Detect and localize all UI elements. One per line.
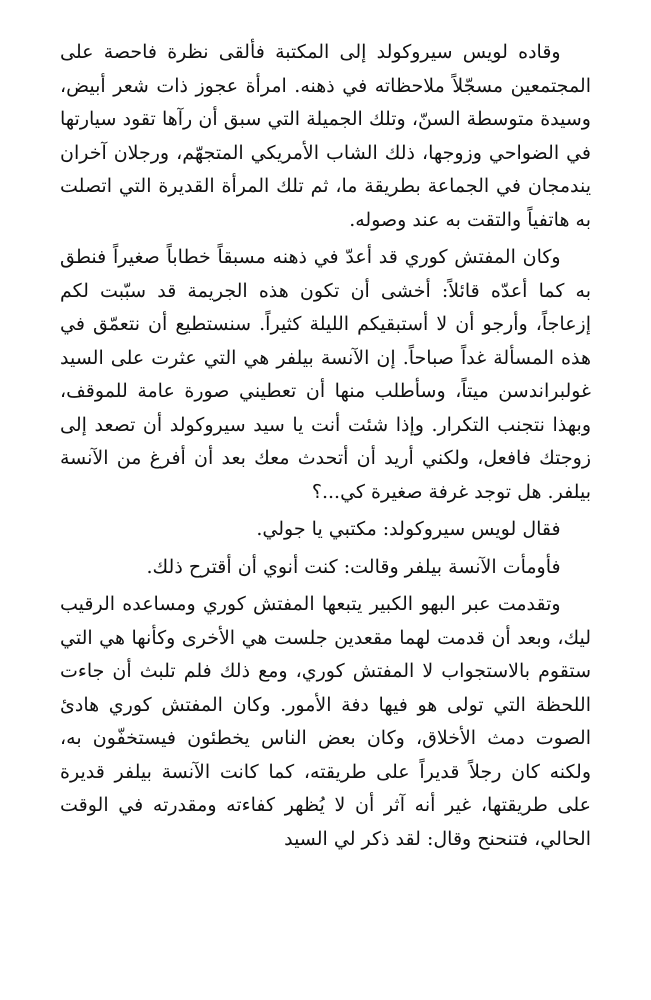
paragraph-1: وقاده لويس سيروكولد إلى المكتبة فألقى نظرة فاحصة على المجتمعين مسجّلاً ملاحظاته في ذهنه. امرأة عجوز ذات شعر أبيض، وسيدة متوسطة السنّ، وتلك الجميلة التي سبق أن رآها تقود سيارتها في الضواحي وزوجها، ذلك الشاب الأمريكي المتجهّم، ورجلان آخران يندمجان في الجماعة بطريقة ما، ثم تلك المرأة القديرة التي اتصلت به هاتفياً والتقت به عند وصوله. [60, 41, 591, 231]
paragraph-2: وكان المفتش كوري قد أعدّ في ذهنه مسبقاً خطاباً صغيراً فنطق به كما أعدّه قائلاً: أخشى أن تكون هذه الجريمة قد سبّبت لكم إزعاجاً، وأرجو أن لا أستبقيكم الليلة كثيراً. سنستطيع أن نتعمّق في هذه المسألة غداً صباحاً. إن الآنسة بيلفر هي التي عثرت على السيد غولبراندسن ميتاً، وسأطلب منها أن تعطيني صورة عامة للموقف، وبهذا نتجنب التكرار. وإذا شئت أنت يا سيد سيروكولد أن تصعد إلى زوجتك فافعل، ولكني أريد أن أتحدث معك بعد أن أفرغ من الآنسة بيلفر. هل توجد غرفة صغيرة كي...؟ [60, 246, 591, 503]
paragraph-4: فأومأت الآنسة بيلفر وقالت: كنت أنوي أن أقترح ذلك. [146, 555, 561, 578]
paragraph-5: وتقدمت عبر البهو الكبير يتبعها المفتش كوري ومساعده الرقيب ليك، وبعد أن قدمت لهما مقعدين جلست هي الأخرى وكأنها هي التي ستقوم بالاستجواب لا المفتش كوري، ومع ذلك فلم تلبث أن جاءت اللحظة التي تولى هو فيها دفة الأمور. وكان المفتش كوري هادئ الصوت دمث الأخلاق، وكان بعض الناس يخطئون فيستخفّون به، ولكنه كان رجلاً قديراً على طريقته، كما كانت الآنسة بيلفر قديرة على طريقتها، غير أنه آثر أن لا يُظهر كفاءته ومقدرته في الوقت الحالي، فتنحنح وقال: لقد ذكر لي السيد [60, 593, 591, 850]
paragraph-3: فقال لويس سيروكولد: مكتبي يا جولي. [256, 518, 561, 540]
